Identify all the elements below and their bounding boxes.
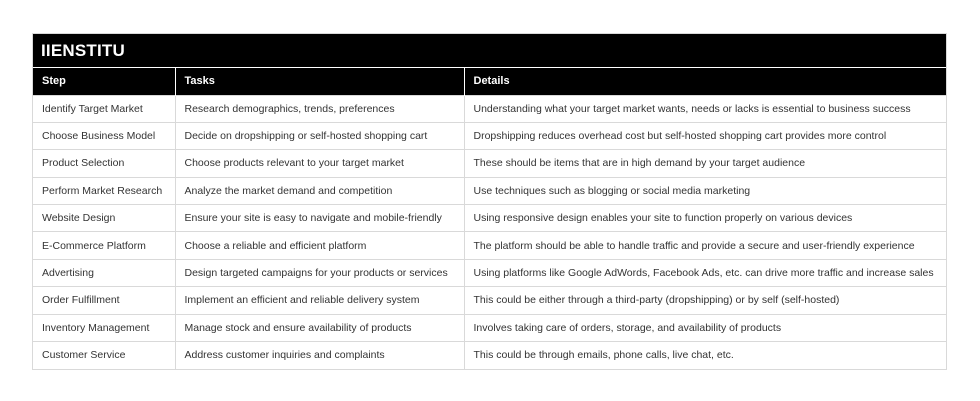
cell-tasks: Research demographics, trends, preferences bbox=[175, 95, 464, 122]
cell-step: Customer Service bbox=[33, 342, 175, 369]
table-row bbox=[33, 342, 946, 369]
table-row bbox=[33, 314, 946, 341]
cell-step: Product Selection bbox=[33, 150, 175, 177]
table-row bbox=[33, 122, 946, 149]
table-row bbox=[33, 177, 946, 204]
table-header-row bbox=[33, 68, 946, 95]
cell-details: This could be through emails, phone calls, live chat, etc. bbox=[464, 342, 946, 369]
table-row bbox=[33, 150, 946, 177]
cell-details: Understanding what your target market wants, needs or lacks is essential to business success bbox=[464, 95, 946, 122]
cell-tasks: Design targeted campaigns for your products or services bbox=[175, 259, 464, 286]
brand-title: IIENSTITU bbox=[33, 34, 946, 68]
steps-table bbox=[33, 68, 946, 369]
cell-details: Involves taking care of orders, storage, and availability of products bbox=[464, 314, 946, 341]
cell-step: E-Commerce Platform bbox=[33, 232, 175, 259]
cell-step: Inventory Management bbox=[33, 314, 175, 341]
table-row bbox=[33, 232, 946, 259]
cell-details: These should be items that are in high demand by your target audience bbox=[464, 150, 946, 177]
cell-tasks: Ensure your site is easy to navigate and mobile-friendly bbox=[175, 205, 464, 232]
cell-details: Using platforms like Google AdWords, Facebook Ads, etc. can drive more traffic and increase sales bbox=[464, 259, 946, 286]
cell-details: The platform should be able to handle traffic and provide a secure and user-friendly experience bbox=[464, 232, 946, 259]
table-row bbox=[33, 95, 946, 122]
cell-step: Website Design bbox=[33, 205, 175, 232]
cell-details: Using responsive design enables your site to function properly on various devices bbox=[464, 205, 946, 232]
cell-step: Identify Target Market bbox=[33, 95, 175, 122]
cell-tasks: Decide on dropshipping or self-hosted shopping cart bbox=[175, 122, 464, 149]
cell-step: Advertising bbox=[33, 259, 175, 286]
cell-details: Dropshipping reduces overhead cost but self-hosted shopping cart provides more control bbox=[464, 122, 946, 149]
table-row bbox=[33, 287, 946, 314]
cell-details: This could be either through a third-party (dropshipping) or by self (self-hosted) bbox=[464, 287, 946, 314]
cell-tasks: Address customer inquiries and complaints bbox=[175, 342, 464, 369]
cell-tasks: Analyze the market demand and competition bbox=[175, 177, 464, 204]
cell-details: Use techniques such as blogging or social media marketing bbox=[464, 177, 946, 204]
cell-step: Order Fulfillment bbox=[33, 287, 175, 314]
cell-tasks: Choose products relevant to your target market bbox=[175, 150, 464, 177]
table-row bbox=[33, 205, 946, 232]
cell-step: Choose Business Model bbox=[33, 122, 175, 149]
steps-table-container bbox=[32, 33, 947, 370]
cell-step: Perform Market Research bbox=[33, 177, 175, 204]
table-row bbox=[33, 259, 946, 286]
cell-tasks: Manage stock and ensure availability of products bbox=[175, 314, 464, 341]
header-details: Details bbox=[464, 68, 946, 95]
header-step: Step bbox=[33, 68, 175, 95]
cell-tasks: Implement an efficient and reliable delivery system bbox=[175, 287, 464, 314]
cell-tasks: Choose a reliable and efficient platform bbox=[175, 232, 464, 259]
header-tasks: Tasks bbox=[175, 68, 464, 95]
